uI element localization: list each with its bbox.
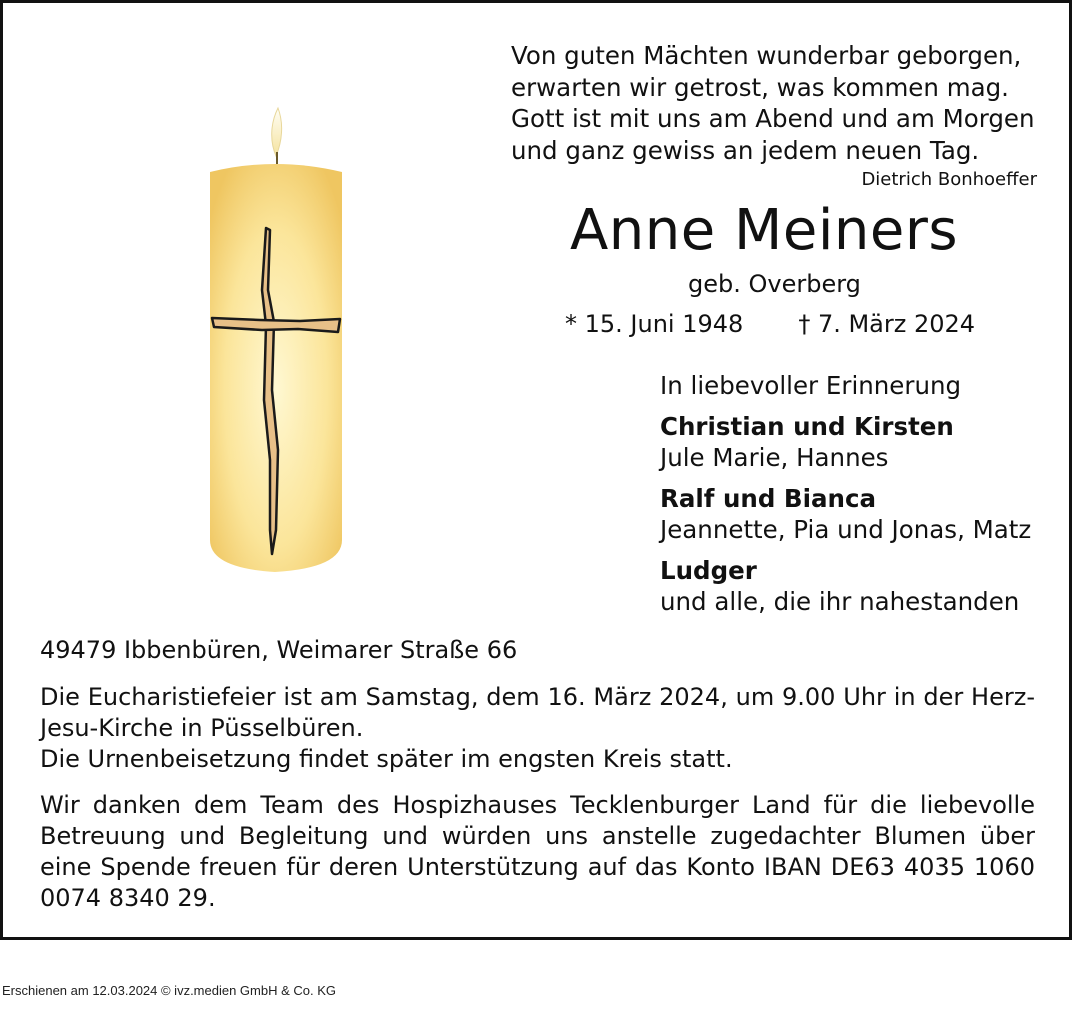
life-dates: [565, 310, 975, 338]
mourner-group-sub: Jule Marie, Hannes: [660, 443, 889, 472]
mourner-group: [660, 483, 1031, 545]
death-date: † 7. März 2024: [798, 310, 976, 338]
mourner-group-head: Ludger: [660, 556, 757, 585]
service-burial: Die Urnenbeisetzung findet später im engsten Kreis statt.: [40, 745, 733, 773]
mourner-group: [660, 411, 1031, 473]
mourner-group-sub: und alle, die ihr nahestanden: [660, 587, 1020, 616]
deceased-name: Anne Meiners: [570, 198, 959, 263]
mourner-group-sub: Jeannette, Pia und Jonas, Matz: [660, 515, 1032, 544]
poem: [511, 40, 1051, 166]
publication-footer: Erschienen am 12.03.2024 © ivz.medien GmbH & Co. KG: [2, 983, 337, 998]
mourners: [660, 370, 1031, 627]
mourners-intro: In liebevoller Erinnerung: [660, 371, 962, 400]
birth-name: geb. Overberg: [688, 270, 861, 298]
mourner-group-head: Ralf und Bianca: [660, 484, 877, 513]
poem-author: Dietrich Bonhoeffer: [861, 169, 1037, 190]
poem-line: erwarten wir getrost, was kommen mag.: [511, 72, 1009, 102]
thanks-text: Wir danken dem Team des Hospizhauses Tecklenburger Land für die liebevolle Betreuung und Begleitung und würden uns anstelle zugedachter Blumen über eine Spende freuen für deren Unterstützung auf das Konto IBAN DE63 4035 1060 0074 8340 29.: [40, 791, 1035, 912]
poem-line: Gott ist mit uns am Abend und am Morgen: [511, 104, 1035, 133]
service-info: [40, 682, 1035, 775]
candle-image: [190, 100, 360, 580]
poem-line: und ganz gewiss an jedem neuen Tag.: [511, 135, 980, 165]
mourner-group-head: Christian und Kirsten: [660, 412, 954, 441]
candle-icon: [190, 100, 360, 580]
birth-date: * 15. Juni 1948: [565, 310, 744, 338]
service-mass: Die Eucharistiefeier ist am Samstag, dem 16. März 2024, um 9.00 Uhr in der Herz-Jesu-Kirche in Püsselbüren.: [40, 683, 1035, 742]
address: 49479 Ibbenbüren, Weimarer Straße 66: [40, 636, 518, 664]
mourner-group: [660, 555, 1031, 617]
poem-line: Von guten Mächten wunderbar geborgen,: [511, 41, 1022, 70]
